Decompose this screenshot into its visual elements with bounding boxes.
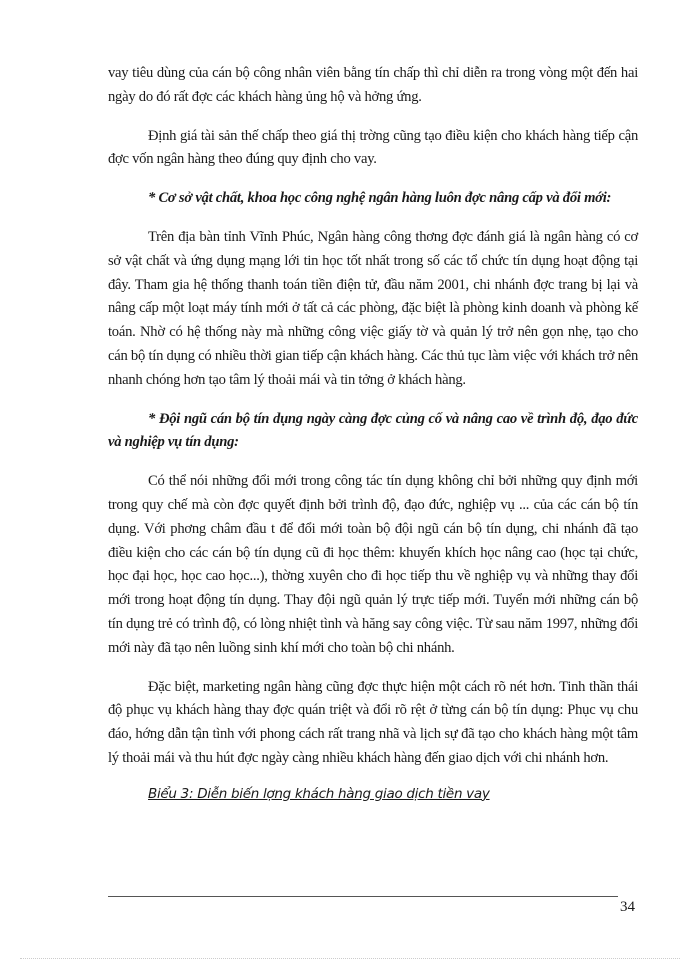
page-number: 34 [620, 899, 635, 915]
paragraph-2: Định giá tài sản thế chấp theo giá thị trờng cũng tạo điều kiện cho khách hàng tiếp cận đợc vốn ngân hàng theo đúng quy định cho vay. [108, 127, 638, 168]
footer-divider [108, 896, 618, 897]
document-body [108, 62, 638, 802]
paragraph-1: vay tiêu dùng của cán bộ công nhân viên bằng tín chấp thì chỉ diễn ra trong vòng một đến hai ngày do đó rất đợc các khách hàng ủng hộ và hởng ứng. [108, 65, 638, 105]
section-heading-facilities: * Cơ sở vật chất, khoa học công nghệ ngân hàng luôn đợc nâng cấp và đổi mới: [148, 190, 612, 207]
paragraph-5: Đặc biệt, marketing ngân hàng cũng đợc thực hiện một cách rõ nét hơn. Tinh thần thái độ phục vụ khách hàng thay đợc quán triệt và đổi rõ rệt ở từng cán bộ tín dụng: Phục vụ chu đáo, hớng dẫn tận tình với phong cách rất trang nhã và lịch sự đã tạo cho khách hàng một tâm lý thoải mái và thu hút đợc ngày càng nhiều khách hàng đến giao dịch với chi nhánh hơn. [108, 678, 638, 766]
page-bottom-border [20, 958, 680, 959]
figure-caption: Biểu 3: Diễn biến lợng khách hàng giao dịch tiền vay [148, 785, 490, 802]
paragraph-3: Trên địa bàn tỉnh Vĩnh Phúc, Ngân hàng công thơng đợc đánh giá là ngân hàng có cơ sở vật chất và ứng dụng mạng lới tin học tốt nhất trong số các tổ chức tín dụng hoạt động tại đây. Tham gia hệ thống thanh toán tiền điện tử, đầu năm 2001, chi nhánh đợc trang bị lại và nâng cấp một loạt máy tính mới ở tất cả các phòng, đặc biệt là phòng kinh doanh và phòng kế toán. Nhờ có hệ thống này mà những công việc giấy tờ và quản lý trở nên gọn nhẹ, tạo cho cán bộ tín dụng có nhiều thời gian tiếp cận khách hàng. Các thủ tục làm việc với khách trở nên nhanh chóng hơn tạo tâm lý thoải mái và tin tởng ở khách hàng. [108, 228, 638, 388]
section-heading-staff: * Đội ngũ cán bộ tín dụng ngày càng đợc củng cố và nâng cao về trình độ, đạo đức và nghiệp vụ tín dụng: [108, 410, 638, 451]
paragraph-4: Có thể nói những đổi mới trong công tác tín dụng không chỉ bởi những quy định mới trong quy chế mà còn đợc quyết định bởi trình độ, đạo đức, nghiệp vụ ... của các cán bộ tín dụng. Với phơng châm đầu t để đổi mới toàn bộ đội ngũ cán bộ tín dụng, chi nhánh đã tạo điều kiện cho các cán bộ tín dụng cũ đi học thêm: khuyến khích học nâng cao (học tại chức, học đại học, học cao học...), thờng xuyên cho đi học tiếp thu về nghiệp vụ và những thay đổi mới trong hoạt động tín dụng. Thay đội ngũ quản lý trực tiếp mới. Tuyển mới những cán bộ tín dụng trẻ có trình độ, có lòng nhiệt tình và hăng say công việc. Từ sau năm 1997, những đổi mới này đã tạo nên luồng sinh khí mới cho toàn bộ chi nhánh. [108, 473, 638, 656]
